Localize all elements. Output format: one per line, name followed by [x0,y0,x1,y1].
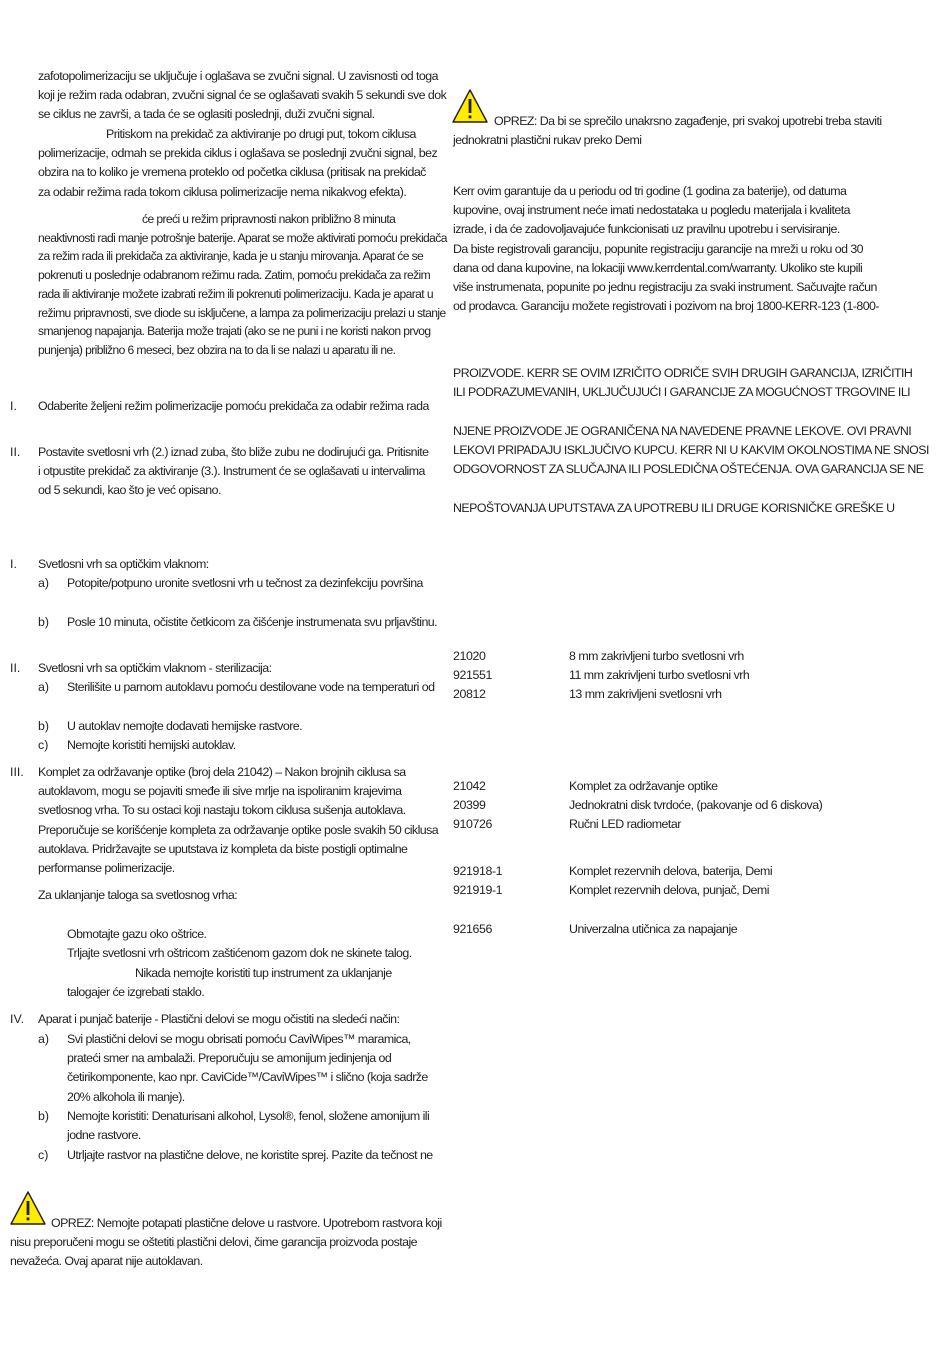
caution-text: OPREZ: Nemojte potapati plastične delove u rastvore. Upotrebom rastvora koji nisu preporučeni mogu se oštetiti plastični delovi, čime garancija proizvoda postaje nevažeća. Ovaj aparat nije autoklavan. [10,1216,442,1269]
sub-steps: Obmotajte gazu oko oštrice. Trljajte svetlosni vrh oštricom zaštićenom gazom dok ne skinete talog. [67,927,412,961]
list-item: Aparat i punjač baterije - Plastični delovi se mogu očistiti na sledeći način: [38,1012,400,1026]
part-description: Univerzalna utičnica za napajanje [569,922,738,936]
part-description: Komplet rezervnih delova, punjač, Demi [569,883,770,897]
part-code: 921551 [453,668,492,682]
part-code: 921919-1 [453,883,503,897]
part-code: 21020 [453,649,486,663]
standby-paragraph: će preći u režim pripravnosti nakon približno 8 minuta neaktivnosti radi manje potrošnje baterije. Aparat se može aktivirati pomoću prekidača za režim rada ili prekidača za aktiviranje, kada je u stanju mirovanja. Aparat će se pokrenuti u poslednje odabranom režimu rada. Zatim, pomoću prekidača za režim rada ili aktiviranje možete izabrati režim ili pokrenuti polimerizaciju. Kada je aparat u režimu pripravnosti, sve diode su isključene, a lampa za polimerizaciju prelazi u stanje smanjenog napajanja. Baterija može trajati (ako se ne puni i ne koristi nakon prvog punjenja) približno 6 meseci, bez obzira na to da li se nalazi u aparatu ili ne. [38,212,447,357]
step-number: II. [10,445,21,459]
list-item: Svetlosni vrh sa optičkim vlaknom: [38,557,209,571]
list-number: III. [10,765,24,779]
list-letter: b) [38,1109,50,1123]
step-number: I. [10,399,17,413]
part-description: Ručni LED radiometar [569,817,681,831]
subheading: Za uklanjanje taloga sa svetlosnog vrha: [38,888,238,902]
list-letter: b) [38,615,50,629]
list-number: IV. [10,1012,25,1026]
list-number: I. [10,557,17,571]
part-description: Komplet za održavanje optike [569,779,718,793]
list-letter: a) [38,1032,50,1046]
list-item: Komplet za održavanje optike (broj dela 21042) – Nakon brojnih ciklusa sa autoklavom, mogu se pojaviti smeđe ili sive mrlje na ispoliranim krajevima svetlosnog vrha. To su ostaci koji nastaju tokom ciklusa sušenja autoklava. Preporučuje se korišćenje kompleta za održavanje optike posle svakih 50 ciklusa autoklava. Pridržavajte se uputstava iz kompleta da biste postigli optimalne performanse polimerizacije. [38,765,439,876]
part-code: 921656 [453,922,492,936]
part-description: 8 mm zakrivljeni turbo svetlosni vrh [569,649,744,663]
list-item: Svi plastični delovi se mogu obrisati pomoću CaviWipes™ maramica, prateći smer na ambalaži. Preporučuju se amonijum jedinjenja od četirikomponente, kao npr. CaviCide™/CaviWipes™ i slično (koja sadrže 20% alkohola ili manje). [67,1032,428,1104]
list-letter: a) [38,576,50,590]
note: Nikada nemojte koristiti tup instrument za uklanjanje talogajer će izgrebati staklo. [67,966,392,1000]
part-description: Komplet rezervnih delova, baterija, Demi [569,864,773,878]
part-description: Jednokratni disk tvrdoće, (pakovanje od 6 diskova) [569,798,823,812]
list-item: Nemojte koristiti hemijski autoklav. [67,738,236,752]
pause-paragraph: Pritiskom na prekidač za aktiviranje po drugi put, tokom ciklusa polimerizacije, odmah se prekida ciklus i oglašava se poslednji zvučni signal, bez obzira na to koliko je vremena proteklo od početka ciklusa (pritisak na prekidač za odabir režima rada tokom ciklusa polimerizacije nema nikakvog efekta). [38,127,438,199]
step-text: Odaberite željeni režim polimerizacije pomoću prekidača za odabir režima rada [38,399,429,413]
warranty-paragraph: Kerr ovim garantuje da u periodu od tri godine (1 godina za baterije), od datuma kupovine, ovaj instrument neće imati nedostataka u pogledu materijala i kvaliteta izrade, i da će zadovoljavajuće funkcionisati uz pravilnu upotrebu i servisiranje. Da biste registrovali garanciju, popunite registraciju garancije na mreži u roku od 30 dana od dana kupovine, na lokaciji www.kerrdental.com/warranty. Ukoliko ste kupili više instrumenata, popunite po jednu registraciju za svaki instrument. Sačuvajte račun od prodavca. Garanciju možete registrovati i pozivom na broj 1800-KERR-123 (1-800- [453,184,879,314]
list-letter: c) [38,1148,49,1162]
step-text: Postavite svetlosni vrh (2.) iznad zuba, što bliže zubu ne dodirujući ga. Pritisnite i otpustite prekidač za aktiviranje (3.). Instrument će se oglašavati u intervalima od 5 sekundi, kao što je već opisano. [38,445,429,498]
list-letter: b) [38,719,50,733]
part-code: 910726 [453,817,492,831]
part-description: 13 mm zakrivljeni svetlosni vrh [569,687,722,701]
list-item: Utrljajte rastvor na plastične delove, ne koristite sprej. Pazite da tečnost ne [67,1148,433,1162]
intro-paragraph: zafotopolimerizaciju se uključuje i oglašava se zvučni signal. U zavisnosti od toga koji je režim rada odabran, zvučni signal će se oglašavati svakih 5 sekundi sve dok se ciklus ne završi, a tada će se oglasiti poslednji, duži zvučni signal. [38,69,447,122]
part-code: 21042 [453,779,486,793]
list-letter: c) [38,738,49,752]
disclaimer-paragraph: NJENE PROIZVODE JE OGRANIČENA NA NAVEDENE PRAVNE LEKOVE. OVI PRAVNI LEKOVI PRIPADAJU ISKLJUČIVO KUPCU. KERR NI U KAKVIM OKOLNOSTIMA NE SNOSI ODGOVORNOST ZA SLUČAJNA ILI POSLEDIČNA OŠTEĆENJA. OVA GARANCIJA SE NE [453,424,929,477]
disclaimer-paragraph: PROIZVODE. KERR SE OVIM IZRIČITO ODRIČE SVIH DRUGIH GARANCIJA, IZRIČITIH ILI PODRAZUMEVANIH, UKLJUČUJUĆI I GARANCIJE ZA MOGUĆNOST TRGOVINE ILI [453,366,913,400]
list-item: Svetlosni vrh sa optičkim vlaknom - sterilizacija: [38,661,272,675]
list-number: II. [10,661,21,675]
part-code: 20399 [453,798,486,812]
list-item: U autoklav nemojte dodavati hemijske rastvore. [67,719,303,733]
list-item: Potopite/potpuno uronite svetlosni vrh u tečnost za dezinfekciju površina [67,576,423,590]
part-description: 11 mm zakrivljeni turbo svetlosni vrh [569,668,750,682]
list-item: Sterilišite u parnom autoklavu pomoću destilovane vode na temperaturi od [67,680,435,694]
caution-text: OPREZ: Da bi se sprečilo unakrsno zagađenje, pri svakoj upotrebi treba staviti jednokratni plastični rukav preko Demi [453,114,882,148]
disclaimer-paragraph: NEPOŠTOVANJA UPUTSTAVA ZA UPOTREBU ILI DRUGE KORISNIČKE GREŠKE U [453,501,895,515]
list-item: Posle 10 minuta, očistite četkicom za čišćenje instrumenata svu prljavštinu. [67,615,438,629]
list-letter: a) [38,680,50,694]
part-code: 921918-1 [453,864,503,878]
part-code: 20812 [453,687,486,701]
list-item: Nemojte koristiti: Denaturisani alkohol, Lysol®, fenol, složene amonijum ili jodne rastvore. [67,1109,430,1143]
